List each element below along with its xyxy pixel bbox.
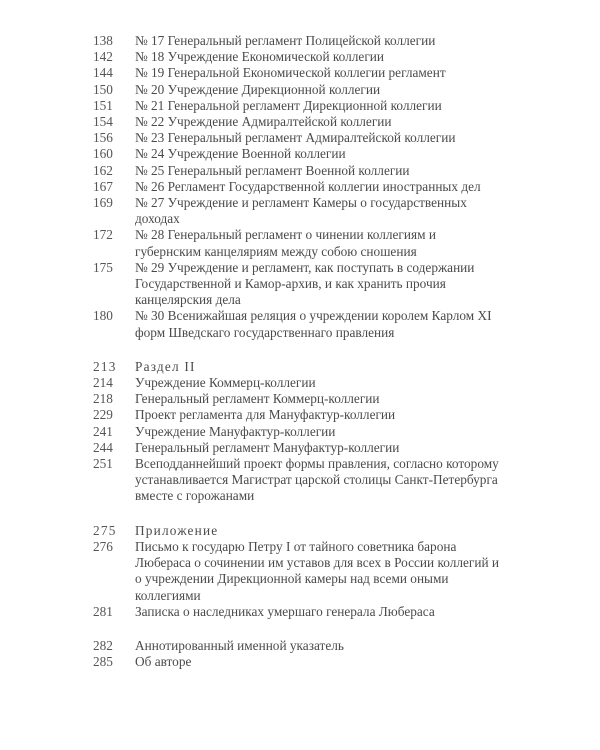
toc-entry[interactable] — [93, 114, 503, 130]
toc-group-documents — [93, 33, 503, 341]
toc-entry[interactable] — [93, 195, 503, 227]
toc-page-number: 213 — [93, 358, 117, 374]
toc-section-title: Раздел II — [135, 358, 196, 374]
toc-entry-title: Записка о наследниках умершаго генерала Любераса — [135, 603, 435, 619]
toc-page-number: 251 — [93, 456, 113, 472]
toc-page-number: 285 — [93, 654, 113, 670]
toc-entry-title: № 27 Учреждение и регламент Камеры о государственных доходах — [135, 195, 467, 227]
toc-entry[interactable] — [93, 82, 503, 98]
toc-page-number: 180 — [93, 308, 113, 324]
toc-page-number: 276 — [93, 538, 113, 554]
toc-entry-title: Проект регламента для Мануфактур-коллегии — [135, 407, 396, 423]
toc-entry[interactable] — [93, 375, 503, 391]
toc-entry[interactable] — [93, 260, 503, 309]
toc-entry-title: № 23 Генеральный регламент Адмиралтейской коллегии — [135, 130, 456, 146]
toc-page-number: 142 — [93, 49, 113, 65]
spacer — [93, 341, 503, 359]
spacer — [93, 505, 503, 523]
toc-page-number: 214 — [93, 375, 113, 391]
toc-entry-title: № 22 Учреждение Адмиралтейской коллегии — [135, 114, 392, 130]
toc-entry[interactable] — [93, 407, 503, 423]
toc-entry-title: № 18 Учреждение Економической коллегии — [135, 49, 385, 65]
toc-entry-title: Учреждение Коммерц-коллегии — [135, 375, 316, 391]
toc-entry[interactable] — [93, 146, 503, 162]
toc-page-number: 162 — [93, 162, 113, 178]
toc-page-number: 229 — [93, 407, 113, 423]
toc-entry[interactable] — [93, 65, 503, 81]
toc-page-number: 218 — [93, 391, 113, 407]
toc-page-number: 275 — [93, 522, 117, 538]
toc-entry-title: № 24 Учреждение Военной коллегии — [135, 146, 346, 162]
toc-entry[interactable] — [93, 440, 503, 456]
toc-entry-title: Учреждение Мануфактур-коллегии — [135, 423, 336, 439]
toc-page-number: 156 — [93, 130, 113, 146]
toc-entry-title: № 19 Генеральной Економической коллегии регламент — [135, 65, 446, 81]
toc-entry-title: № 17 Генеральный регламент Полицейской коллегии — [135, 33, 436, 48]
toc-entry[interactable] — [93, 604, 503, 620]
toc-entry[interactable] — [93, 654, 503, 670]
toc-entry-title: Генеральный регламент Коммерц-коллегии — [135, 391, 380, 407]
toc-section-title: Приложение — [135, 522, 219, 538]
toc-page-number: 282 — [93, 637, 113, 653]
toc-page-number: 175 — [93, 259, 113, 275]
toc-page-number: 244 — [93, 439, 113, 455]
toc-entry[interactable] — [93, 456, 503, 505]
toc-entry[interactable] — [93, 424, 503, 440]
toc-page-number: 169 — [93, 195, 113, 211]
section-heading-2 — [93, 359, 503, 375]
toc-entry[interactable] — [93, 98, 503, 114]
toc-entry[interactable] — [93, 163, 503, 179]
toc-entry-title: № 26 Регламент Государственной коллегии иностранных дел — [135, 178, 481, 194]
toc-page-number: 154 — [93, 114, 113, 130]
toc-page-number: 281 — [93, 603, 113, 619]
section-heading-appendix — [93, 523, 503, 539]
toc-entry[interactable] — [93, 179, 503, 195]
toc-page-number: 172 — [93, 227, 113, 243]
toc-group-section-2 — [93, 375, 503, 505]
toc-entry[interactable] — [93, 130, 503, 146]
toc-entry[interactable] — [93, 391, 503, 407]
toc-page-number: 151 — [93, 97, 113, 113]
toc-entry[interactable] — [93, 49, 503, 65]
toc-page-number: 144 — [93, 65, 113, 81]
toc-page-number: 167 — [93, 178, 113, 194]
toc-entry[interactable] — [93, 227, 503, 259]
toc-entry-title: Генеральный регламент Мануфактур-коллегии — [135, 439, 400, 455]
toc-entry-title: № 25 Генеральный регламент Военной коллегии — [135, 162, 410, 178]
toc-entry-title: № 28 Генеральный регламент о чинении коллегиям и губернским канцеляриям между собою сношения — [135, 227, 436, 259]
toc-entry-title: Всеподданнейший проект формы правления, согласно которому устанавливается Магистрат царской столицы Санкт-Петербурга вместе с горожанами — [135, 456, 499, 504]
toc-entry[interactable] — [93, 638, 503, 654]
toc-page-number: 150 — [93, 81, 113, 97]
toc-entry[interactable] — [93, 539, 503, 604]
toc-group-back-matter — [93, 638, 503, 670]
toc-entry-title: Об авторе — [135, 654, 192, 670]
toc-entry[interactable] — [93, 33, 503, 49]
toc-entry-title: № 21 Генеральной регламент Дирекционной коллегии — [135, 97, 442, 113]
toc-group-appendix — [93, 539, 503, 620]
spacer — [93, 620, 503, 638]
toc-entry-title: Письмо к государю Петру I от тайного советника барона Любераса о сочинении им уставов для всех в России коллегий и о учреждении Дирекционной камеры над всеми оными коллегиями — [135, 538, 500, 603]
toc-entry[interactable] — [93, 308, 503, 340]
toc-page-number: 160 — [93, 146, 113, 162]
toc-page-number: 241 — [93, 423, 113, 439]
table-of-contents — [93, 33, 503, 670]
toc-entry-title: № 29 Учреждение и регламент, как поступать в содержании Государственной и Камор-архив, и как хранить прочия канцелярския дела — [135, 259, 475, 308]
toc-page-number: 138 — [93, 33, 113, 48]
toc-entry-title: Аннотированный именной указатель — [135, 637, 344, 653]
toc-entry-title: № 30 Всенижайшая реляция о учреждении королем Карлом XI форм Шведскаго государственнаго правления — [135, 308, 492, 340]
toc-entry-title: № 20 Учреждение Дирекционной коллегии — [135, 81, 381, 97]
